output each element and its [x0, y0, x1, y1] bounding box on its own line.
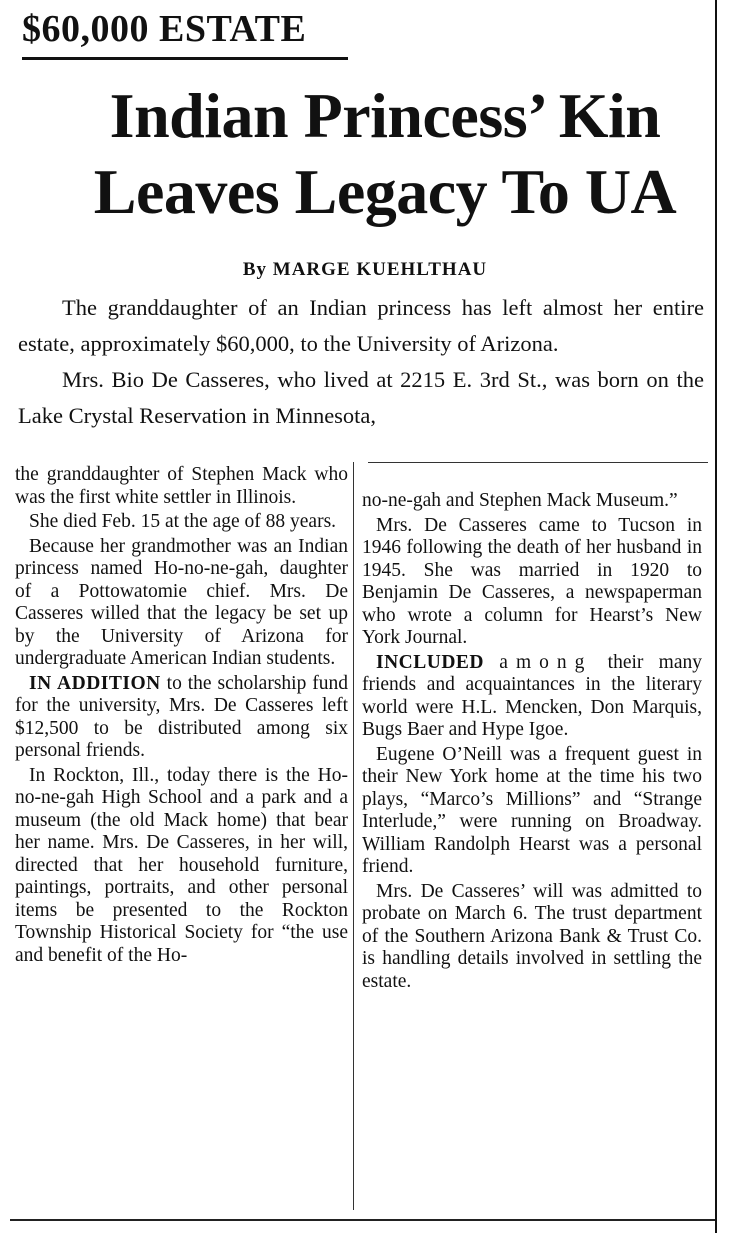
body-paragraph: Mrs. De Casseres’ will was admitted to probate on March 6. The trust department of the Southern Arizona Bank & Trust Co. is handling details involved in settling the estate. [362, 880, 702, 992]
kicker-underline [22, 57, 348, 60]
column-top-rule [368, 462, 708, 463]
body-paragraph [362, 652, 702, 742]
paragraph-lead-in: IN ADDITION [29, 672, 161, 694]
lead-paragraph: The granddaughter of an Indian princess has left almost her entire estate, approximately $60,000, to the University of Arizona. [18, 295, 704, 356]
byline: By MARGE KUEHLTHAU [242, 259, 488, 280]
body-paragraph [15, 673, 348, 763]
kicker-headline: $60,000 ESTATE [22, 8, 307, 50]
paragraph-text: their many friends and acquaintances in the literary world were H.L. Mencken, Don Marquis, Bugs Baer and Hype Igoe. [362, 651, 702, 740]
headline-line-1: Indian Princess’ Kin [109, 80, 661, 151]
body-paragraph: She died Feb. 15 at the age of 88 years. [29, 511, 337, 532]
body-paragraph: Because her grandmother was an Indian princess named Ho-no-ne-gah, daughter of a Pottowatomie chief. Mrs. De Casseres willed that the legacy be set up by the University of Arizona for undergraduate American Indian students. [15, 535, 348, 669]
body-paragraph: Mrs. De Casseres came to Tucson in 1946 following the death of her husband in 1945. She was married in 1920 to Benjamin De Casseres, a newspaperman who wrote a column for Hearst’s New York Journal. [362, 514, 702, 648]
lead-paragraph: Mrs. Bio De Casseres, who lived at 2215 E. 3rd St., was born on the Lake Crystal Reservation in Minnesota, [18, 367, 704, 428]
body-paragraph: no-ne-gah and Stephen Mack Museum.” [362, 490, 678, 511]
body-paragraph: the granddaughter of Stephen Mack who was the first white settler in Illinois. [15, 464, 348, 508]
column-divider [353, 462, 354, 1210]
main-headline [60, 78, 710, 230]
paragraph-text: to the scholarship fund for the university, Mrs. De Casseres left $12,500 to be distributed among six personal friends. [15, 672, 348, 761]
page-right-rule [715, 0, 717, 1233]
right-column [362, 490, 702, 995]
paragraph-spaced-word: among [499, 651, 593, 673]
page-bottom-rule [10, 1219, 715, 1221]
left-column [15, 464, 348, 969]
body-paragraph: In Rockton, Ill., today there is the Ho-no-ne-gah High School and a park and a museum (the old Mack home) that bear her name. Mrs. De Casseres, in her will, directed that her household furniture, paintings, portraits, and other personal items be presented to the Rockton Township Historical Society for “the use and benefit of the Ho- [15, 764, 348, 966]
lead-paragraphs [18, 290, 704, 434]
body-paragraph: Eugene O’Neill was a frequent guest in their New York home at the time his two plays, “Marco’s Millions” and “Strange Interlude,” were running on Broadway. William Randolph Hearst was a personal friend. [362, 743, 702, 877]
paragraph-lead-in: INCLUDED [376, 651, 485, 673]
headline-line-2: Leaves Legacy To UA [93, 156, 677, 227]
